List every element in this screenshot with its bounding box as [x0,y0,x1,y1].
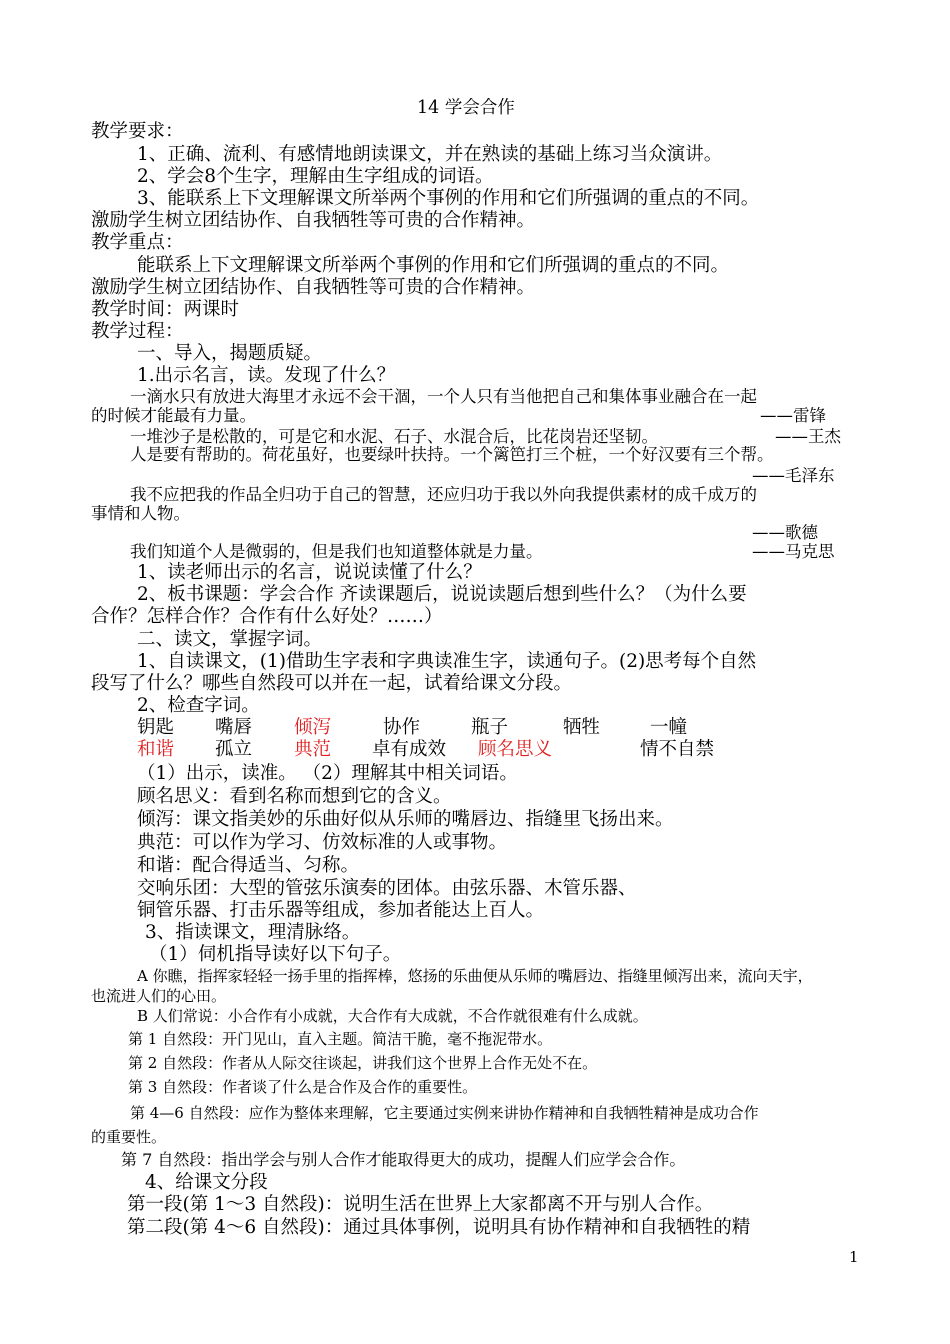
quote-4-line-2: 事情和人物。 [91,504,190,523]
vocabulary-word: 和谐 [137,739,175,760]
vocabulary-word: 一幢 [650,717,688,738]
vocabulary-word: 协作 [383,717,421,738]
definition-2: 倾泻：课文指美妙的乐曲好似从乐师的嘴唇边、指缝里飞扬出来。 [137,809,674,830]
step-3-heading: 3、指读课文，理清脉络。 [145,922,361,943]
step-2-heading: 二、读文，掌握字词。 [137,629,323,650]
requirement-3-line-1: 3、能联系上下文理解课文所举两个事例的作用和它们所强调的重点的不同。 [137,188,760,209]
definition-4: 和谐：配合得适当、匀称。 [137,855,360,876]
definition-1: 顾名思义：看到名称而想到它的含义。 [137,786,452,807]
paragraph-4-6-summary-line-2: 的重要性。 [91,1128,167,1146]
sentence-a-line-1: A 你瞧，指挥家轻轻一扬手里的指挥棒，悠扬的乐曲便从乐师的嘴唇边、指缝里倾泻出来，流向天宇， [137,967,813,985]
quote-4-author: ——歌德 [752,523,818,542]
definition-3: 典范：可以作为学习、仿效标准的人或事物。 [137,832,508,853]
vocabulary-word: 情不自禁 [640,739,715,760]
step-1-item-board-line-1: 2、板书课题：学会合作 齐读课题后，说说读题后想到些什么？（为什么要 [137,584,747,605]
paragraph-2-summary: 第 2 自然段：作者从人际交往谈起，讲我们这个世界上合作无处不在。 [128,1054,598,1072]
paragraph-3-summary: 第 3 自然段：作者谈了什么是合作及合作的重要性。 [128,1078,478,1096]
segment-2: 第二段(第 4～6 自然段)：通过具体事例，说明具有协作精神和自我牺牲的精 [127,1217,751,1238]
step-2-sub-items: （1）出示，读准。 （2）理解其中相关词语。 [137,763,518,784]
definition-5-line-1: 交响乐团：大型的管弦乐演奏的团体。由弦乐器、木管乐器、 [137,878,637,899]
paragraph-4-6-summary-line-1: 第 4—6 自然段：应作为整体来理解，它主要通过实例来讲协作精神和自我牺牲精神是成功合作 [130,1104,759,1122]
section-heading-requirements: 教学要求： [91,121,184,142]
vocabulary-word: 钥匙 [137,717,175,738]
paragraph-1-summary: 第 1 自然段：开门见山，直入主题。简洁干脆，毫不拖泥带水。 [128,1030,553,1048]
step-2-item-1-line-1: 1、自读课文，(1)借助生字表和字典读准生字，读通句子。(2)思考每个自然 [137,651,757,672]
step-2-item-2: 2、检查字词。 [137,695,260,716]
vocabulary-word: 典范 [294,739,332,760]
quote-3-author: ——毛泽东 [752,466,835,485]
quote-2-author: ——王杰 [775,427,841,446]
quote-1-author: ——雷锋 [760,406,826,425]
section-heading-process: 教学过程： [91,321,184,342]
step-2-item-1-line-2: 段写了什么？哪些自然段可以并在一起，试着给课文分段。 [91,673,573,694]
quote-5-author: ——马克思 [752,542,835,561]
vocabulary-word: 瓶子 [471,717,509,738]
vocabulary-word: 卓有成效 [372,739,447,760]
step-1-heading: 一、导入，揭题质疑。 [137,343,323,364]
step-1-item-read: 1、读老师出示的名言，说说读懂了什么？ [137,562,482,583]
sentence-a-line-2: 也流进人们的心田。 [91,987,227,1005]
definition-5-line-2: 铜管乐器、打击乐器等组成，参加者能达上百人。 [137,900,545,921]
vocabulary-word: 顾名思义 [478,739,553,760]
step-1-item-board-line-2: 合作？怎样合作？合作有什么好处？……） [91,606,443,627]
step-1-item-1: 1.出示名言，读。发现了什么？ [137,365,396,386]
section-heading-key-points: 教学重点： [91,232,184,253]
page-number: 1 [849,1248,859,1266]
quote-1-line-2: 的时候才能最有力量。 [91,406,256,425]
quote-3: 人是要有帮助的。荷花虽好，也要绿叶扶持。一个篱笆打三个桩，一个好汉要有三个帮。 [130,445,774,464]
quote-2: 一堆沙子是松散的，可是它和水泥、石子、水混合后，比花岗岩还坚韧。 [130,427,658,446]
step-4-heading: 4、给课文分段 [145,1172,268,1193]
requirement-2: 2、学会8个生字，理解由生字组成的词语。 [137,166,494,187]
requirement-1: 1、正确、流利、有感情地朗读课文，并在熟读的基础上练习当众演讲。 [137,144,723,165]
quote-4-line-1: 我不应把我的作品全归功于自己的智慧，还应归功于我以外向我提供素材的成千成万的 [130,485,757,504]
requirement-3-line-2: 激励学生树立团结协作、自我牺牲等可贵的合作精神。 [91,210,536,231]
vocabulary-word: 孤立 [215,739,253,760]
step-3-item-1: （1）伺机指导读好以下句子。 [149,944,402,965]
paragraph-7-summary: 第 7 自然段：指出学会与别人合作才能取得更大的成功，提醒人们应学会合作。 [121,1150,686,1169]
key-point-line-2: 激励学生树立团结协作、自我牺牲等可贵的合作精神。 [91,277,536,298]
teaching-time: 教学时间：两课时 [91,299,240,320]
segment-1: 第一段(第 1～3 自然段)：说明生活在世界上大家都离不开与别人合作。 [127,1194,714,1215]
lesson-title: 14 学会合作 [417,98,515,118]
quote-1-line-1: 一滴水只有放进大海里才永远不会干涸，一个人只有当他把自己和集体事业融合在一起 [130,387,757,406]
vocabulary-word: 嘴唇 [215,717,253,738]
sentence-b: B 人们常说：小合作有小成就，大合作有大成就，不合作就很难有什么成就。 [137,1007,648,1025]
vocabulary-word: 牺牲 [563,717,601,738]
key-point-line-1: 能联系上下文理解课文所举两个事例的作用和它们所强调的重点的不同。 [137,255,730,276]
vocabulary-word: 倾泻 [294,717,332,738]
quote-5: 我们知道个人是微弱的，但是我们也知道整体就是力量。 [130,542,543,561]
